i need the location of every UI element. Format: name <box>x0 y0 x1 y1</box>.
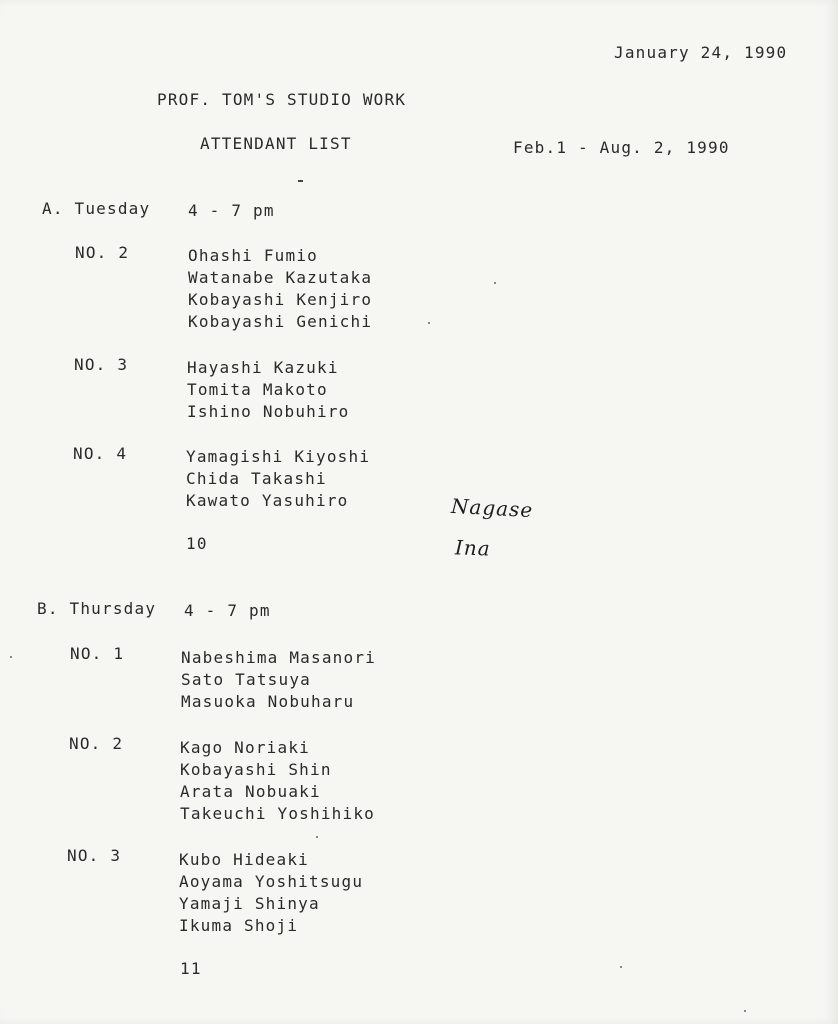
section-a-time: 4 - 7 pm <box>188 201 275 220</box>
paper-speck <box>620 966 622 968</box>
handwritten-note: Ina <box>454 535 492 561</box>
attendee-name: Takeuchi Yoshihiko <box>180 804 375 823</box>
dash-mark <box>298 180 303 182</box>
name-list <box>181 647 376 713</box>
section-a-total: 10 <box>186 534 208 553</box>
document-title: PROF. TOM'S STUDIO WORK <box>157 90 407 109</box>
document-subtitle: ATTENDANT LIST <box>200 134 352 153</box>
attendee-name: Yamaji Shinya <box>179 894 320 913</box>
attendee-name: Nabeshima Masanori <box>181 648 376 667</box>
attendee-name: Arata Nobuaki <box>180 782 321 801</box>
paper-speck <box>744 1010 746 1012</box>
attendee-name: Yamagishi Kiyoshi <box>186 447 371 466</box>
attendee-name: Ohashi Fumio <box>188 246 318 265</box>
attendee-name: Watanabe Kazutaka <box>188 268 373 287</box>
attendee-name: Kawato Yasuhiro <box>186 491 349 510</box>
handwritten-note: Nagase <box>450 493 534 523</box>
attendee-name: Sato Tatsuya <box>181 670 311 689</box>
section-a-label: A. Tuesday <box>42 199 151 218</box>
group-number: NO. 1 <box>70 644 125 663</box>
section-b-label: B. Thursday <box>37 599 157 618</box>
attendee-name: Masuoka Nobuharu <box>181 692 355 711</box>
name-list <box>187 357 350 423</box>
section-b-total: 11 <box>180 959 202 978</box>
attendee-name: Hayashi Kazuki <box>187 358 339 377</box>
section-b-time: 4 - 7 pm <box>184 601 271 620</box>
attendee-name: Kobayashi Genichi <box>188 312 373 331</box>
attendee-name: Ishino Nobuhiro <box>187 402 350 421</box>
attendee-name: Aoyama Yoshitsugu <box>179 872 364 891</box>
attendee-name: Kobayashi Shin <box>180 760 332 779</box>
attendee-name: Chida Takashi <box>186 469 327 488</box>
name-list <box>179 849 363 937</box>
name-list <box>186 446 370 512</box>
group-number: NO. 3 <box>74 355 129 374</box>
paper-speck <box>494 282 496 284</box>
name-list <box>180 737 375 825</box>
attendee-name: Ikuma Shoji <box>179 916 299 935</box>
paper-speck <box>316 836 318 838</box>
document-date: January 24, 1990 <box>614 43 788 62</box>
attendee-name: Kobayashi Kenjiro <box>188 290 373 309</box>
document-period: Feb.1 - Aug. 2, 1990 <box>513 138 730 157</box>
group-number: NO. 4 <box>73 444 128 463</box>
attendee-name: Kubo Hideaki <box>179 850 309 869</box>
group-number: NO. 2 <box>69 734 124 753</box>
paper-speck <box>10 656 12 658</box>
attendee-name: Kago Noriaki <box>180 738 310 757</box>
attendee-name: Tomita Makoto <box>187 380 328 399</box>
group-number: NO. 3 <box>67 846 122 865</box>
paper-speck <box>428 322 430 324</box>
name-list <box>188 245 372 333</box>
group-number: NO. 2 <box>75 243 130 262</box>
